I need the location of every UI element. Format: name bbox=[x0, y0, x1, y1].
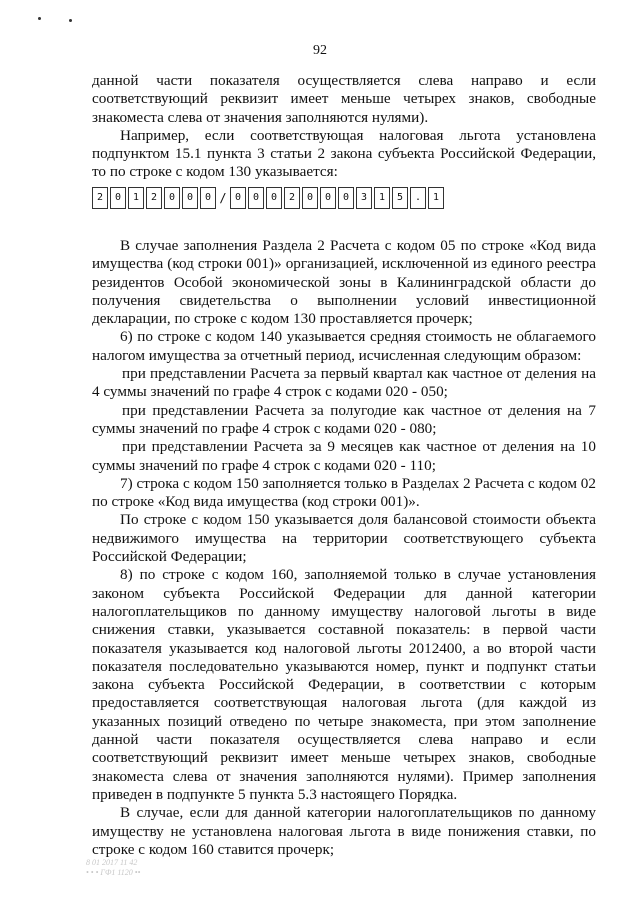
code-cell: 0 bbox=[302, 187, 318, 209]
code-cell: 0 bbox=[248, 187, 264, 209]
code-cell: 0 bbox=[164, 187, 180, 209]
paragraph: при представлении Расчета за первый квартал как частное от деления на 4 суммы значений по графе 4 строк с кодами 020 - 050; bbox=[92, 365, 596, 401]
page-number: 92 bbox=[313, 43, 327, 58]
code-cell: . bbox=[410, 187, 426, 209]
code-example-cells bbox=[92, 187, 446, 211]
stamp-line: • • • ГФ1 1120 •• bbox=[86, 868, 141, 877]
paragraph: при представлении Расчета за 9 месяцев как частное от деления на 10 суммы значений по графе 4 строк с кодами 020 - 110; bbox=[92, 438, 596, 474]
code-cell: 1 bbox=[374, 187, 390, 209]
code-cell: 0 bbox=[320, 187, 336, 209]
code-cell: 0 bbox=[200, 187, 216, 209]
paragraph: 6) по строке с кодом 140 указывается средняя стоимость не облагаемого налогом имущества за отчетный период, исчисленная следующим образом: bbox=[92, 328, 596, 364]
text-block-main bbox=[92, 237, 596, 859]
paragraph: В случае, если для данной категории налогоплательщиков по данному имуществу не установлена налоговая льгота в виде понижения ставки, по строке с кодом 160 ставится прочерк; bbox=[92, 804, 596, 858]
code-cell: 0 bbox=[110, 187, 126, 209]
code-cell: 0 bbox=[182, 187, 198, 209]
code-cell: 2 bbox=[284, 187, 300, 209]
code-cell: 1 bbox=[428, 187, 444, 209]
code-cell: 5 bbox=[392, 187, 408, 209]
paragraph: 7) строка с кодом 150 заполняется только в Разделах 2 Расчета с кодом 02 по строке «Код вида имущества (код строки 001)». bbox=[92, 474, 596, 511]
scan-mark-dot bbox=[38, 17, 41, 20]
paragraph: при представлении Расчета за полугодие как частное от деления на 7 суммы значений по графе 4 строк с кодами 020 - 080; bbox=[92, 401, 596, 437]
paragraph: данной части показателя осуществляется слева направо и если соответствующий реквизит имеет меньше четырех знаков, свободные знакоместа слева от значения заполняются нулями). bbox=[92, 72, 596, 126]
registration-stamp bbox=[86, 858, 140, 878]
code-cell: 2 bbox=[92, 187, 108, 209]
paragraph: Например, если соответствующая налоговая льгота установлена подпунктом 15.1 пункта 3 статьи 2 закона субъекта Российской Федерации, то по строке с кодом 130 указывается: bbox=[92, 126, 596, 181]
paragraph: 8) по строке с кодом 160, заполняемой только в случае установления законом субъекта Российской Федерации для данной категории налогоплательщиков по данному имуществу налоговой льготы в виде снижения ставки, указывается составной показатель: в первой части показателя указывается код налоговой льготы 2012400, а во второй части показателя последовательно указываются номер, пункт и подпункт статьи закона субъекта Российской Федерации, в соответствии с которым предоставляется соответствующая налоговая льгота (для каждой из указанных позиций отведено по четыре знакоместа, при этом заполнение данной части показателя осуществляется слева направо и если соответствующий реквизит имеет меньше четырех знаков, свободные знакоместа слева от значения заполняются нулями). Пример заполнения приведен в подпункте 5 пункта 5.3 настоящего Порядка. bbox=[92, 566, 596, 803]
code-cell: 0 bbox=[338, 187, 354, 209]
code-separator: / bbox=[219, 191, 227, 205]
paragraph: В случае заполнения Раздела 2 Расчета с кодом 05 по строке «Код вида имущества (код строки 001)» организацией, исключенной из единого реестра резидентов Особой экономической зоны в Калининградской области до получения свидетельства о выполнении условий инвестиционной декларации, по строке с кодом 130 проставляется прочерк; bbox=[92, 237, 596, 328]
code-cell: 3 bbox=[356, 187, 372, 209]
code-cell: 2 bbox=[146, 187, 162, 209]
paragraph: По строке с кодом 150 указывается доля балансовой стоимости объекта недвижимого имущества на территории соответствующего субъекта Российской Федерации; bbox=[92, 511, 596, 566]
code-cell: 1 bbox=[128, 187, 144, 209]
stamp-line: 8 01 2017 11 42 bbox=[86, 858, 138, 867]
text-block-top bbox=[92, 72, 596, 182]
scan-mark-dot bbox=[69, 19, 72, 22]
code-cell: 0 bbox=[230, 187, 246, 209]
code-cell: 0 bbox=[266, 187, 282, 209]
